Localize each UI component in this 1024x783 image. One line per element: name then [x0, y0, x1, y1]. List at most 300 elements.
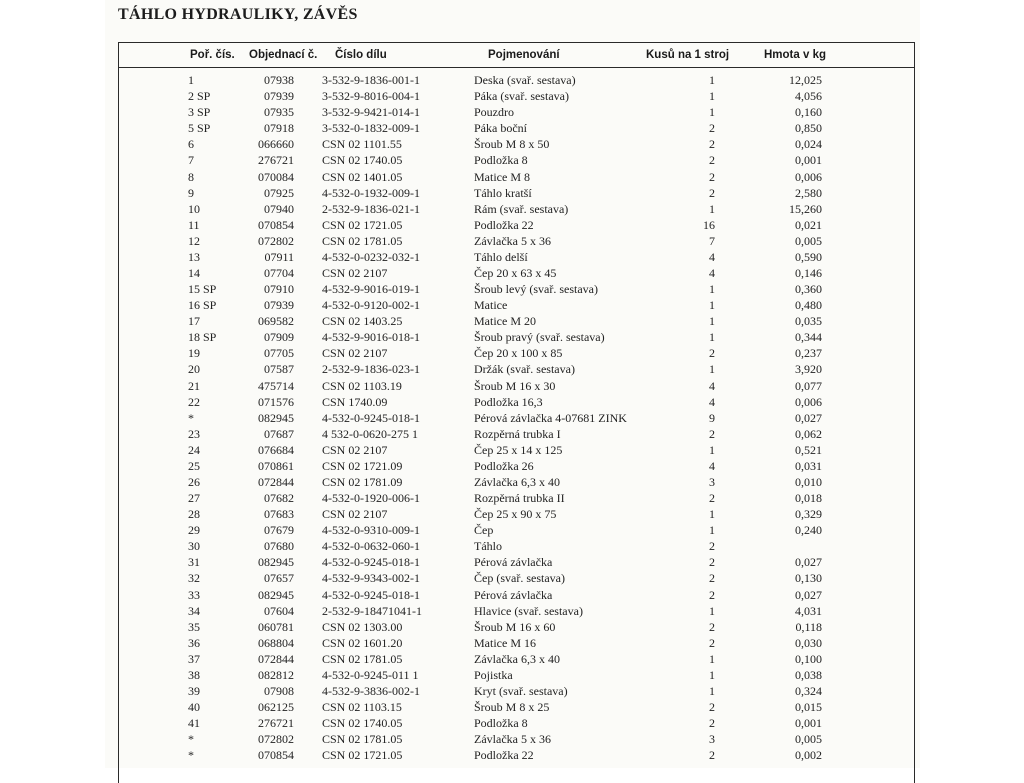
cell-position: 11	[188, 217, 200, 232]
cell-mass: 12,025	[789, 73, 822, 88]
parts-table-body	[150, 72, 822, 763]
cell-position: 3 SP	[188, 105, 211, 120]
cell-part-number: 3-532-0-1832-009-1	[322, 121, 420, 136]
cell-position: 6	[188, 137, 194, 152]
cell-part-number: CSN 02 1103.19	[322, 378, 402, 393]
table-row	[150, 249, 822, 265]
table-row	[150, 603, 822, 619]
cell-mass: 0,240	[795, 523, 822, 538]
cell-part-number: CSN 02 2107	[322, 346, 388, 361]
cell-name: Rozpěrná trubka II	[474, 491, 565, 506]
cell-mass: 0,590	[795, 249, 822, 264]
table-row	[150, 699, 822, 715]
cell-name: Čep 20 x 63 x 45	[474, 265, 557, 280]
table-row	[150, 474, 822, 490]
cell-position: 21	[188, 378, 200, 393]
cell-quantity: 16	[703, 217, 715, 232]
cell-position: 1	[188, 73, 194, 88]
cell-quantity: 1	[709, 73, 715, 88]
cell-part-number: CSN 02 1601.20	[322, 635, 403, 650]
cell-quantity: 2	[709, 571, 715, 586]
cell-position: 22	[188, 394, 200, 409]
cell-quantity: 1	[709, 667, 715, 682]
cell-order-number: 072844	[258, 474, 294, 489]
cell-name: Pérová závlačka	[474, 555, 553, 570]
cell-position: *	[188, 732, 194, 747]
cell-order-number: 07680	[264, 539, 294, 554]
cell-quantity: 4	[709, 265, 715, 280]
cell-name: Držák (svař. sestava)	[474, 362, 575, 377]
cell-part-number: CSN 02 1403.25	[322, 314, 403, 329]
cell-name: Matice	[474, 298, 508, 313]
cell-quantity: 2	[709, 426, 715, 441]
cell-position: 8	[188, 169, 194, 184]
cell-name: Matice M 16	[474, 635, 536, 650]
table-row	[150, 522, 822, 538]
cell-part-number: 4-532-0-9245-018-1	[322, 410, 420, 425]
cell-part-number: CSN 02 1740.05	[322, 716, 403, 731]
cell-quantity: 2	[709, 539, 715, 554]
cell-name: Šroub pravý (svař. sestava)	[474, 330, 605, 345]
cell-name: Podložka 26	[474, 458, 534, 473]
cell-position: 23	[188, 426, 200, 441]
cell-order-number: 07683	[264, 507, 294, 522]
table-row	[150, 410, 822, 426]
cell-quantity: 1	[709, 362, 715, 377]
cell-name: Pojistka	[474, 667, 513, 682]
cell-position: 15 SP	[188, 282, 217, 297]
table-row	[150, 88, 822, 104]
cell-name: Táhlo	[474, 539, 502, 554]
cell-position: 40	[188, 700, 200, 715]
cell-position: 12	[188, 233, 200, 248]
table-row	[150, 715, 822, 731]
cell-quantity: 2	[709, 716, 715, 731]
table-row	[150, 377, 822, 393]
cell-part-number: 4-532-9-9016-018-1	[322, 330, 420, 345]
cell-mass: 0,027	[795, 410, 822, 425]
cell-mass: 0,035	[795, 314, 822, 329]
cell-name: Šroub M 8 x 50	[474, 137, 550, 152]
cell-order-number: 475714	[258, 378, 294, 393]
cell-quantity: 2	[709, 121, 715, 136]
page-title: TÁHLO HYDRAULIKY, ZÁVĚS	[118, 6, 358, 23]
cell-position: 33	[188, 587, 200, 602]
cell-order-number: 07939	[264, 89, 294, 104]
cell-part-number: 4-532-9-9343-002-1	[322, 571, 420, 586]
cell-quantity: 1	[709, 314, 715, 329]
cell-order-number: 07911	[264, 249, 294, 264]
cell-order-number: 07657	[264, 571, 294, 586]
table-row	[150, 152, 822, 168]
cell-part-number: CSN 02 1401.05	[322, 169, 403, 184]
cell-order-number: 069582	[258, 314, 294, 329]
cell-position: 14	[188, 265, 200, 280]
cell-mass: 0,324	[795, 684, 822, 698]
cell-order-number: 071576	[258, 394, 294, 409]
cell-name: Páka boční	[474, 121, 527, 136]
table-row	[150, 265, 822, 281]
table-row	[150, 426, 822, 442]
cell-position: 41	[188, 716, 200, 731]
table-row	[150, 651, 822, 667]
cell-mass: 0,015	[795, 700, 822, 715]
cell-name: Podložka 16,3	[474, 394, 543, 409]
cell-position: 7	[188, 153, 194, 168]
cell-mass: 0,005	[795, 233, 822, 248]
cell-position: 34	[188, 603, 200, 618]
cell-mass: 0,001	[795, 716, 822, 731]
parts-table	[150, 72, 822, 763]
cell-name: Pérová závlačka 4-07681 ZINK	[474, 410, 627, 425]
cell-part-number: 3-532-9-1836-001-1	[322, 73, 420, 88]
table-row	[150, 619, 822, 635]
cell-order-number: 082945	[258, 587, 294, 602]
cell-part-number: CSN 02 1721.05	[322, 748, 403, 763]
cell-part-number: 2-532-9-18471041-1	[322, 603, 422, 618]
cell-name: Šroub M 16 x 60	[474, 619, 556, 634]
cell-mass: 0,006	[795, 394, 822, 409]
cell-mass: 0,118	[795, 619, 822, 634]
cell-order-number: 07935	[264, 105, 294, 120]
cell-name: Podložka 8	[474, 716, 528, 731]
cell-part-number: CSN 02 2107	[322, 265, 388, 280]
cell-part-number: 2-532-9-1836-021-1	[322, 201, 420, 216]
cell-part-number: CSN 02 1103.15	[322, 700, 402, 715]
table-row	[150, 361, 822, 377]
cell-position: 39	[188, 684, 200, 698]
cell-quantity: 1	[709, 89, 715, 104]
cell-name: Čep (svař. sestava)	[474, 571, 565, 586]
cell-part-number: 4-532-0-1920-006-1	[322, 491, 420, 506]
table-row	[150, 587, 822, 603]
cell-quantity: 1	[709, 684, 715, 698]
cell-order-number: 072802	[258, 732, 294, 747]
cell-quantity: 1	[709, 507, 715, 522]
table-row	[150, 683, 822, 699]
table-row	[150, 201, 822, 217]
cell-quantity: 2	[709, 169, 715, 184]
cell-quantity: 1	[709, 442, 715, 457]
table-row	[150, 297, 822, 313]
table-row	[150, 635, 822, 651]
cell-order-number: 076684	[258, 442, 294, 457]
cell-mass: 0,001	[795, 153, 822, 168]
cell-mass: 2,580	[795, 185, 822, 200]
cell-mass: 0,031	[795, 458, 822, 473]
cell-quantity: 2	[709, 619, 715, 634]
cell-position: 25	[188, 458, 200, 473]
cell-mass: 0,018	[795, 491, 822, 506]
cell-part-number: 4-532-0-9310-009-1	[322, 523, 420, 538]
cell-quantity: 1	[709, 523, 715, 538]
cell-part-number: CSN 02 1303.00	[322, 619, 403, 634]
cell-quantity: 2	[709, 491, 715, 506]
table-row	[150, 185, 822, 201]
cell-order-number: 070861	[258, 458, 294, 473]
cell-name: Závlačka 6,3 x 40	[474, 474, 560, 489]
cell-part-number: 4-532-0-9120-002-1	[322, 298, 420, 313]
cell-position: 5 SP	[188, 121, 211, 136]
cell-mass: 0,480	[795, 298, 822, 313]
cell-name: Závlačka 5 x 36	[474, 732, 551, 747]
cell-mass: 0,021	[795, 217, 822, 232]
cell-part-number: 4-532-0-9245-011 1	[322, 667, 419, 682]
header-mass: Hmota v kg	[764, 49, 826, 61]
table-row	[150, 458, 822, 474]
cell-quantity: 2	[709, 137, 715, 152]
cell-name: Závlačka 6,3 x 40	[474, 651, 560, 666]
cell-quantity: 2	[709, 700, 715, 715]
header-divider	[118, 67, 915, 68]
cell-mass: 0,077	[795, 378, 822, 393]
cell-order-number: 082945	[258, 410, 294, 425]
cell-mass: 0,146	[795, 265, 822, 280]
cell-part-number: 4-532-9-9016-019-1	[322, 282, 420, 297]
cell-order-number: 07587	[264, 362, 294, 377]
cell-quantity: 7	[709, 233, 715, 248]
cell-mass: 0,005	[795, 732, 822, 747]
table-row	[150, 667, 822, 683]
cell-position: 9	[188, 185, 194, 200]
cell-position: 37	[188, 651, 200, 666]
cell-order-number: 060781	[258, 619, 294, 634]
cell-mass: 0,027	[795, 587, 822, 602]
cell-name: Čep 20 x 100 x 85	[474, 346, 563, 361]
cell-quantity: 3	[709, 732, 715, 747]
cell-quantity: 1	[709, 298, 715, 313]
cell-order-number: 07687	[264, 426, 294, 441]
cell-name: Deska (svař. sestava)	[474, 73, 576, 88]
cell-part-number: 4-532-0-0632-060-1	[322, 539, 420, 554]
cell-quantity: 4	[709, 458, 715, 473]
cell-mass: 0,329	[795, 507, 822, 522]
cell-mass: 0,344	[795, 330, 822, 345]
cell-quantity: 4	[709, 378, 715, 393]
cell-order-number: 276721	[258, 716, 294, 731]
cell-name: Páka (svař. sestava)	[474, 89, 569, 104]
cell-position: 26	[188, 474, 200, 489]
cell-order-number: 07705	[264, 346, 294, 361]
cell-quantity: 1	[709, 603, 715, 618]
table-row	[150, 731, 822, 747]
cell-quantity: 2	[709, 635, 715, 650]
header-part: Číslo dílu	[335, 49, 387, 61]
cell-order-number: 07910	[264, 282, 294, 297]
cell-part-number: CSN 1740.09	[322, 394, 388, 409]
cell-quantity: 1	[709, 201, 715, 216]
cell-part-number: CSN 02 2107	[322, 442, 388, 457]
cell-position: 28	[188, 507, 200, 522]
cell-position: 38	[188, 667, 200, 682]
cell-name: Závlačka 5 x 36	[474, 233, 551, 248]
cell-name: Táhlo kratší	[474, 185, 532, 200]
cell-part-number: CSN 02 1781.05	[322, 651, 403, 666]
table-row	[150, 747, 822, 763]
cell-name: Pouzdro	[474, 105, 514, 120]
cell-position: 29	[188, 523, 200, 538]
table-row	[150, 233, 822, 249]
header-order: Objednací č.	[249, 49, 318, 61]
cell-part-number: 3-532-9-9421-014-1	[322, 105, 420, 120]
cell-name: Matice M 8	[474, 169, 530, 184]
cell-name: Podložka 22	[474, 217, 534, 232]
header-pos: Poř. čís.	[190, 49, 235, 61]
cell-part-number: 4-532-9-3836-002-1	[322, 684, 420, 698]
table-row	[150, 313, 822, 329]
cell-order-number: 072844	[258, 651, 294, 666]
cell-part-number: 4-532-0-1932-009-1	[322, 185, 420, 200]
cell-part-number: CSN 02 1740.05	[322, 153, 403, 168]
cell-order-number: 070854	[258, 748, 294, 763]
cell-name: Kryt (svař. sestava)	[474, 684, 568, 698]
cell-mass: 0,100	[795, 651, 822, 666]
header-name: Pojmenování	[488, 49, 560, 61]
cell-mass: 0,521	[795, 442, 822, 457]
cell-position: 20	[188, 362, 200, 377]
cell-order-number: 07682	[264, 491, 294, 506]
cell-mass: 0,850	[795, 121, 822, 136]
cell-quantity: 1	[709, 282, 715, 297]
table-row	[150, 217, 822, 233]
cell-name: Šroub levý (svař. sestava)	[474, 282, 598, 297]
table-row	[150, 345, 822, 361]
table-row	[150, 120, 822, 136]
cell-position: 36	[188, 635, 200, 650]
cell-part-number: CSN 02 1781.05	[322, 732, 403, 747]
cell-quantity: 4	[709, 249, 715, 264]
cell-mass: 0,006	[795, 169, 822, 184]
cell-order-number: 07604	[264, 603, 294, 618]
cell-mass: 0,160	[795, 105, 822, 120]
cell-mass: 15,260	[789, 201, 822, 216]
cell-mass: 0,237	[795, 346, 822, 361]
cell-position: 16 SP	[188, 298, 217, 313]
cell-part-number: 4 532-0-0620-275 1	[322, 426, 418, 441]
cell-quantity: 2	[709, 153, 715, 168]
cell-name: Pérová závlačka	[474, 587, 553, 602]
table-row	[150, 168, 822, 184]
cell-name: Čep 25 x 90 x 75	[474, 507, 557, 522]
cell-part-number: 3-532-9-8016-004-1	[322, 89, 420, 104]
cell-position: 18 SP	[188, 330, 217, 345]
cell-position: 24	[188, 442, 200, 457]
cell-position: 13	[188, 249, 200, 264]
cell-name: Šroub M 16 x 30	[474, 378, 556, 393]
cell-quantity: 2	[709, 346, 715, 361]
cell-order-number: 062125	[258, 700, 294, 715]
cell-order-number: 07909	[264, 330, 294, 345]
table-row	[150, 506, 822, 522]
cell-quantity: 9	[709, 410, 715, 425]
table-row	[150, 394, 822, 410]
cell-quantity: 2	[709, 555, 715, 570]
cell-part-number: CSN 02 1781.05	[322, 233, 403, 248]
cell-mass: 0,360	[795, 282, 822, 297]
cell-position: 31	[188, 555, 200, 570]
cell-mass: 0,010	[795, 474, 822, 489]
cell-name: Čep	[474, 523, 494, 538]
cell-quantity: 2	[709, 185, 715, 200]
table-row	[150, 72, 822, 88]
cell-part-number: 4-532-0-0232-032-1	[322, 249, 420, 264]
cell-order-number: 07940	[264, 201, 294, 216]
cell-order-number: 07938	[264, 73, 294, 88]
cell-position: 19	[188, 346, 200, 361]
cell-position: 2 SP	[188, 89, 211, 104]
cell-position: 17	[188, 314, 200, 329]
cell-quantity: 1	[709, 651, 715, 666]
cell-part-number: CSN 02 1781.09	[322, 474, 403, 489]
cell-mass: 4,031	[795, 603, 822, 618]
cell-part-number: CSN 02 1721.05	[322, 217, 403, 232]
cell-order-number: 070854	[258, 217, 294, 232]
cell-position: *	[188, 748, 194, 763]
cell-order-number: 07908	[264, 684, 294, 698]
table-row	[150, 136, 822, 152]
cell-order-number: 07918	[264, 121, 294, 136]
cell-part-number: CSN 02 2107	[322, 507, 388, 522]
cell-quantity: 4	[709, 394, 715, 409]
table-row	[150, 554, 822, 570]
cell-order-number: 276721	[258, 153, 294, 168]
table-row	[150, 104, 822, 120]
cell-position: 30	[188, 539, 200, 554]
cell-name: Podložka 8	[474, 153, 528, 168]
header-qty: Kusů na 1 stroj	[646, 49, 730, 61]
cell-name: Rám (svař. sestava)	[474, 201, 569, 216]
cell-mass: 4,056	[795, 89, 822, 104]
cell-mass: 0,024	[795, 137, 822, 152]
cell-order-number: 066660	[258, 137, 294, 152]
table-row	[150, 281, 822, 297]
cell-part-number: CSN 02 1721.09	[322, 458, 403, 473]
cell-name: Rozpěrná trubka I	[474, 426, 561, 441]
table-row	[150, 538, 822, 554]
cell-name: Táhlo delší	[474, 249, 528, 264]
table-row	[150, 442, 822, 458]
cell-quantity: 1	[709, 330, 715, 345]
cell-name: Matice M 20	[474, 314, 536, 329]
cell-quantity: 2	[709, 587, 715, 602]
cell-order-number: 07704	[264, 265, 294, 280]
table-row	[150, 570, 822, 586]
cell-position: 35	[188, 619, 200, 634]
cell-mass: 0,002	[795, 748, 822, 763]
cell-position: 32	[188, 571, 200, 586]
cell-mass: 3,920	[795, 362, 822, 377]
cell-mass: 0,030	[795, 635, 822, 650]
cell-position: 10	[188, 201, 200, 216]
cell-order-number: 082812	[258, 667, 294, 682]
cell-name: Šroub M 8 x 25	[474, 700, 550, 715]
cell-part-number: 4-532-0-9245-018-1	[322, 587, 420, 602]
cell-order-number: 070084	[258, 169, 294, 184]
cell-name: Čep 25 x 14 x 125	[474, 442, 563, 457]
table-row	[150, 329, 822, 345]
cell-mass	[715, 538, 822, 554]
cell-part-number: 4-532-0-9245-018-1	[322, 555, 420, 570]
cell-part-number: CSN 02 1101.55	[322, 137, 402, 152]
table-row	[150, 490, 822, 506]
cell-quantity: 1	[709, 105, 715, 120]
cell-name: Hlavice (svař. sestava)	[474, 603, 583, 618]
cell-quantity: 2	[709, 748, 715, 763]
cell-mass: 0,027	[795, 555, 822, 570]
cell-order-number: 07679	[264, 523, 294, 538]
cell-position: *	[188, 410, 194, 425]
cell-mass: 0,038	[795, 667, 822, 682]
